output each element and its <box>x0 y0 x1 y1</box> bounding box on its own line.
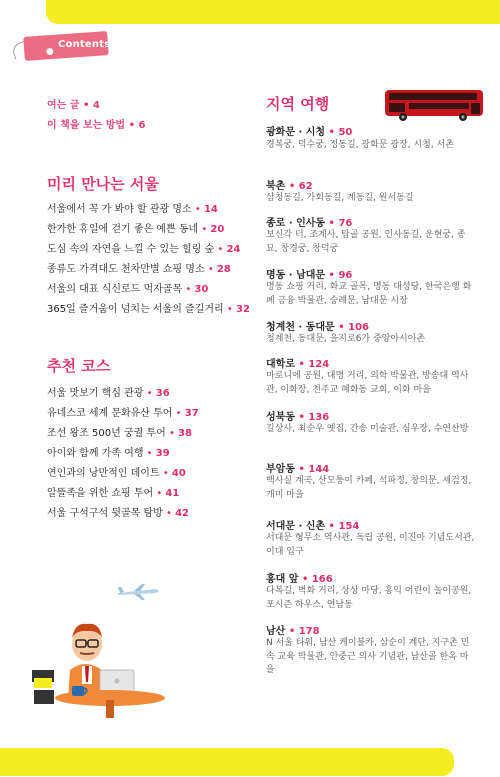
bottom-yellow-bar <box>0 748 454 776</box>
region-entry-desc: 다복길, 벽화 거리, 상상 마당, 홍익 어린이 놀이공원, 포시즌 하우스, 연남동 <box>266 586 472 610</box>
region-entry-title[interactable]: 부암동 • 144 <box>266 464 330 475</box>
section-title-course: 추천 코스 <box>47 357 111 375</box>
section-title-preview: 미리 만나는 서울 <box>47 175 159 193</box>
region-entry-desc: N 서울 타워, 남산 케이블카, 삼순이 계단, 지구촌 민속 교육 박물관, 안중근 의사 기념관, 남산골 한옥 마을 <box>266 638 470 675</box>
price-tag-icon <box>12 30 111 62</box>
double-decker-bus-icon <box>383 88 487 126</box>
region-entry-desc: 보신각 터, 조계사, 탑골 공원, 인사동길, 운현궁, 종묘, 창경궁, 창덕궁 <box>266 230 466 254</box>
region-entry-desc: 마로니에 공원, 대명 거리, 의학 박물관, 방송대 역사관, 이화장, 천주교 혜화동 교회, 이화 마을 <box>266 371 469 395</box>
toc-item[interactable]: 조선 왕조 500년 궁궐 투어 • 38 <box>47 428 192 439</box>
region-entry-title[interactable]: 대학로 • 124 <box>266 359 330 370</box>
region-entry-title[interactable]: 북촌 • 62 <box>266 181 313 192</box>
toc-item[interactable]: 365일 즐거움이 넘치는 서울의 즐길거리 • 32 <box>47 304 250 315</box>
toc-item[interactable]: 서울 구석구석 뒷골목 탐방 • 42 <box>47 508 189 519</box>
region-entry-desc: 삼청동길, 가회동길, 계동길, 원서동길 <box>266 193 414 203</box>
region-entry-desc: 백사실 계곡, 산모퉁이 카페, 석파정, 창의문, 세검정, 개미 마을 <box>266 476 472 500</box>
region-entry-desc: 길상사, 최순우 옛집, 간송 미술관, 심우장, 수연산방 <box>266 424 469 434</box>
region-entry-title[interactable]: 광화문 · 시청 • 50 <box>266 127 353 138</box>
toc-item[interactable]: 유네스코 세계 문화유산 투어 • 37 <box>47 408 199 419</box>
region-entry-desc: 경복궁, 덕수궁, 정동길, 광화문 광장, 시청, 서촌 <box>266 140 454 150</box>
toc-item[interactable]: 도심 속의 자연을 느낄 수 있는 힐링 숲 • 24 <box>47 244 241 255</box>
toc-item[interactable]: 서울 맛보기 핵심 관광 • 36 <box>47 388 170 399</box>
region-entry-title[interactable]: 명동 · 남대문 • 96 <box>266 270 353 281</box>
region-entry-title[interactable]: 청계천 · 동대문 • 106 <box>266 322 369 333</box>
toc-link-howto[interactable]: 이 책을 보는 방법 • 6 <box>47 120 146 131</box>
contents-label: Contents <box>58 39 111 50</box>
top-yellow-bar <box>46 0 500 24</box>
region-entry-title[interactable]: 종로 · 인사동 • 76 <box>266 218 353 229</box>
region-entry-title[interactable]: 홍대 앞 • 166 <box>266 574 333 585</box>
region-entry-title[interactable]: 성북동 • 136 <box>266 412 330 423</box>
region-entry-desc: 명동 쇼핑 거리, 화교 골목, 명동 대성당, 한국은행 화폐 금융 박물관, 숭례문, 남대문 시장 <box>266 282 472 306</box>
region-entry-title[interactable]: 서대문 · 신촌 • 154 <box>266 521 360 532</box>
toc-item[interactable]: 알뜰족을 위한 쇼핑 투어 • 41 <box>47 488 180 499</box>
region-entry-desc: 청계천, 동대문, 을지로6가 중앙아시아촌 <box>266 334 426 344</box>
person-at-laptop-illustration <box>30 600 170 724</box>
toc-item[interactable]: 연인과의 낭만적인 데이트 • 40 <box>47 468 186 479</box>
toc-item[interactable]: 서울의 대표 식신로드 먹자골목 • 30 <box>47 284 209 295</box>
section-title-region: 지역 여행 <box>266 95 330 113</box>
toc-item[interactable]: 서울에서 꼭 가 봐야 할 관광 명소 • 14 <box>47 204 218 215</box>
toc-item[interactable]: 아이와 함께 가족 여행 • 39 <box>47 448 170 459</box>
toc-link-intro[interactable]: 여는 글 • 4 <box>47 100 100 111</box>
toc-item[interactable]: 한가한 휴일에 걷기 좋은 예쁜 동네 • 20 <box>47 224 225 235</box>
region-entry-desc: 서대문 형무소 역사관, 독립 공원, 이진아 기념도서관, 이대 입구 <box>266 533 475 557</box>
toc-item[interactable]: 종류도 가격대도 천차만별 쇼핑 명소 • 28 <box>47 264 231 275</box>
region-entry-title[interactable]: 남산 • 178 <box>266 626 320 637</box>
